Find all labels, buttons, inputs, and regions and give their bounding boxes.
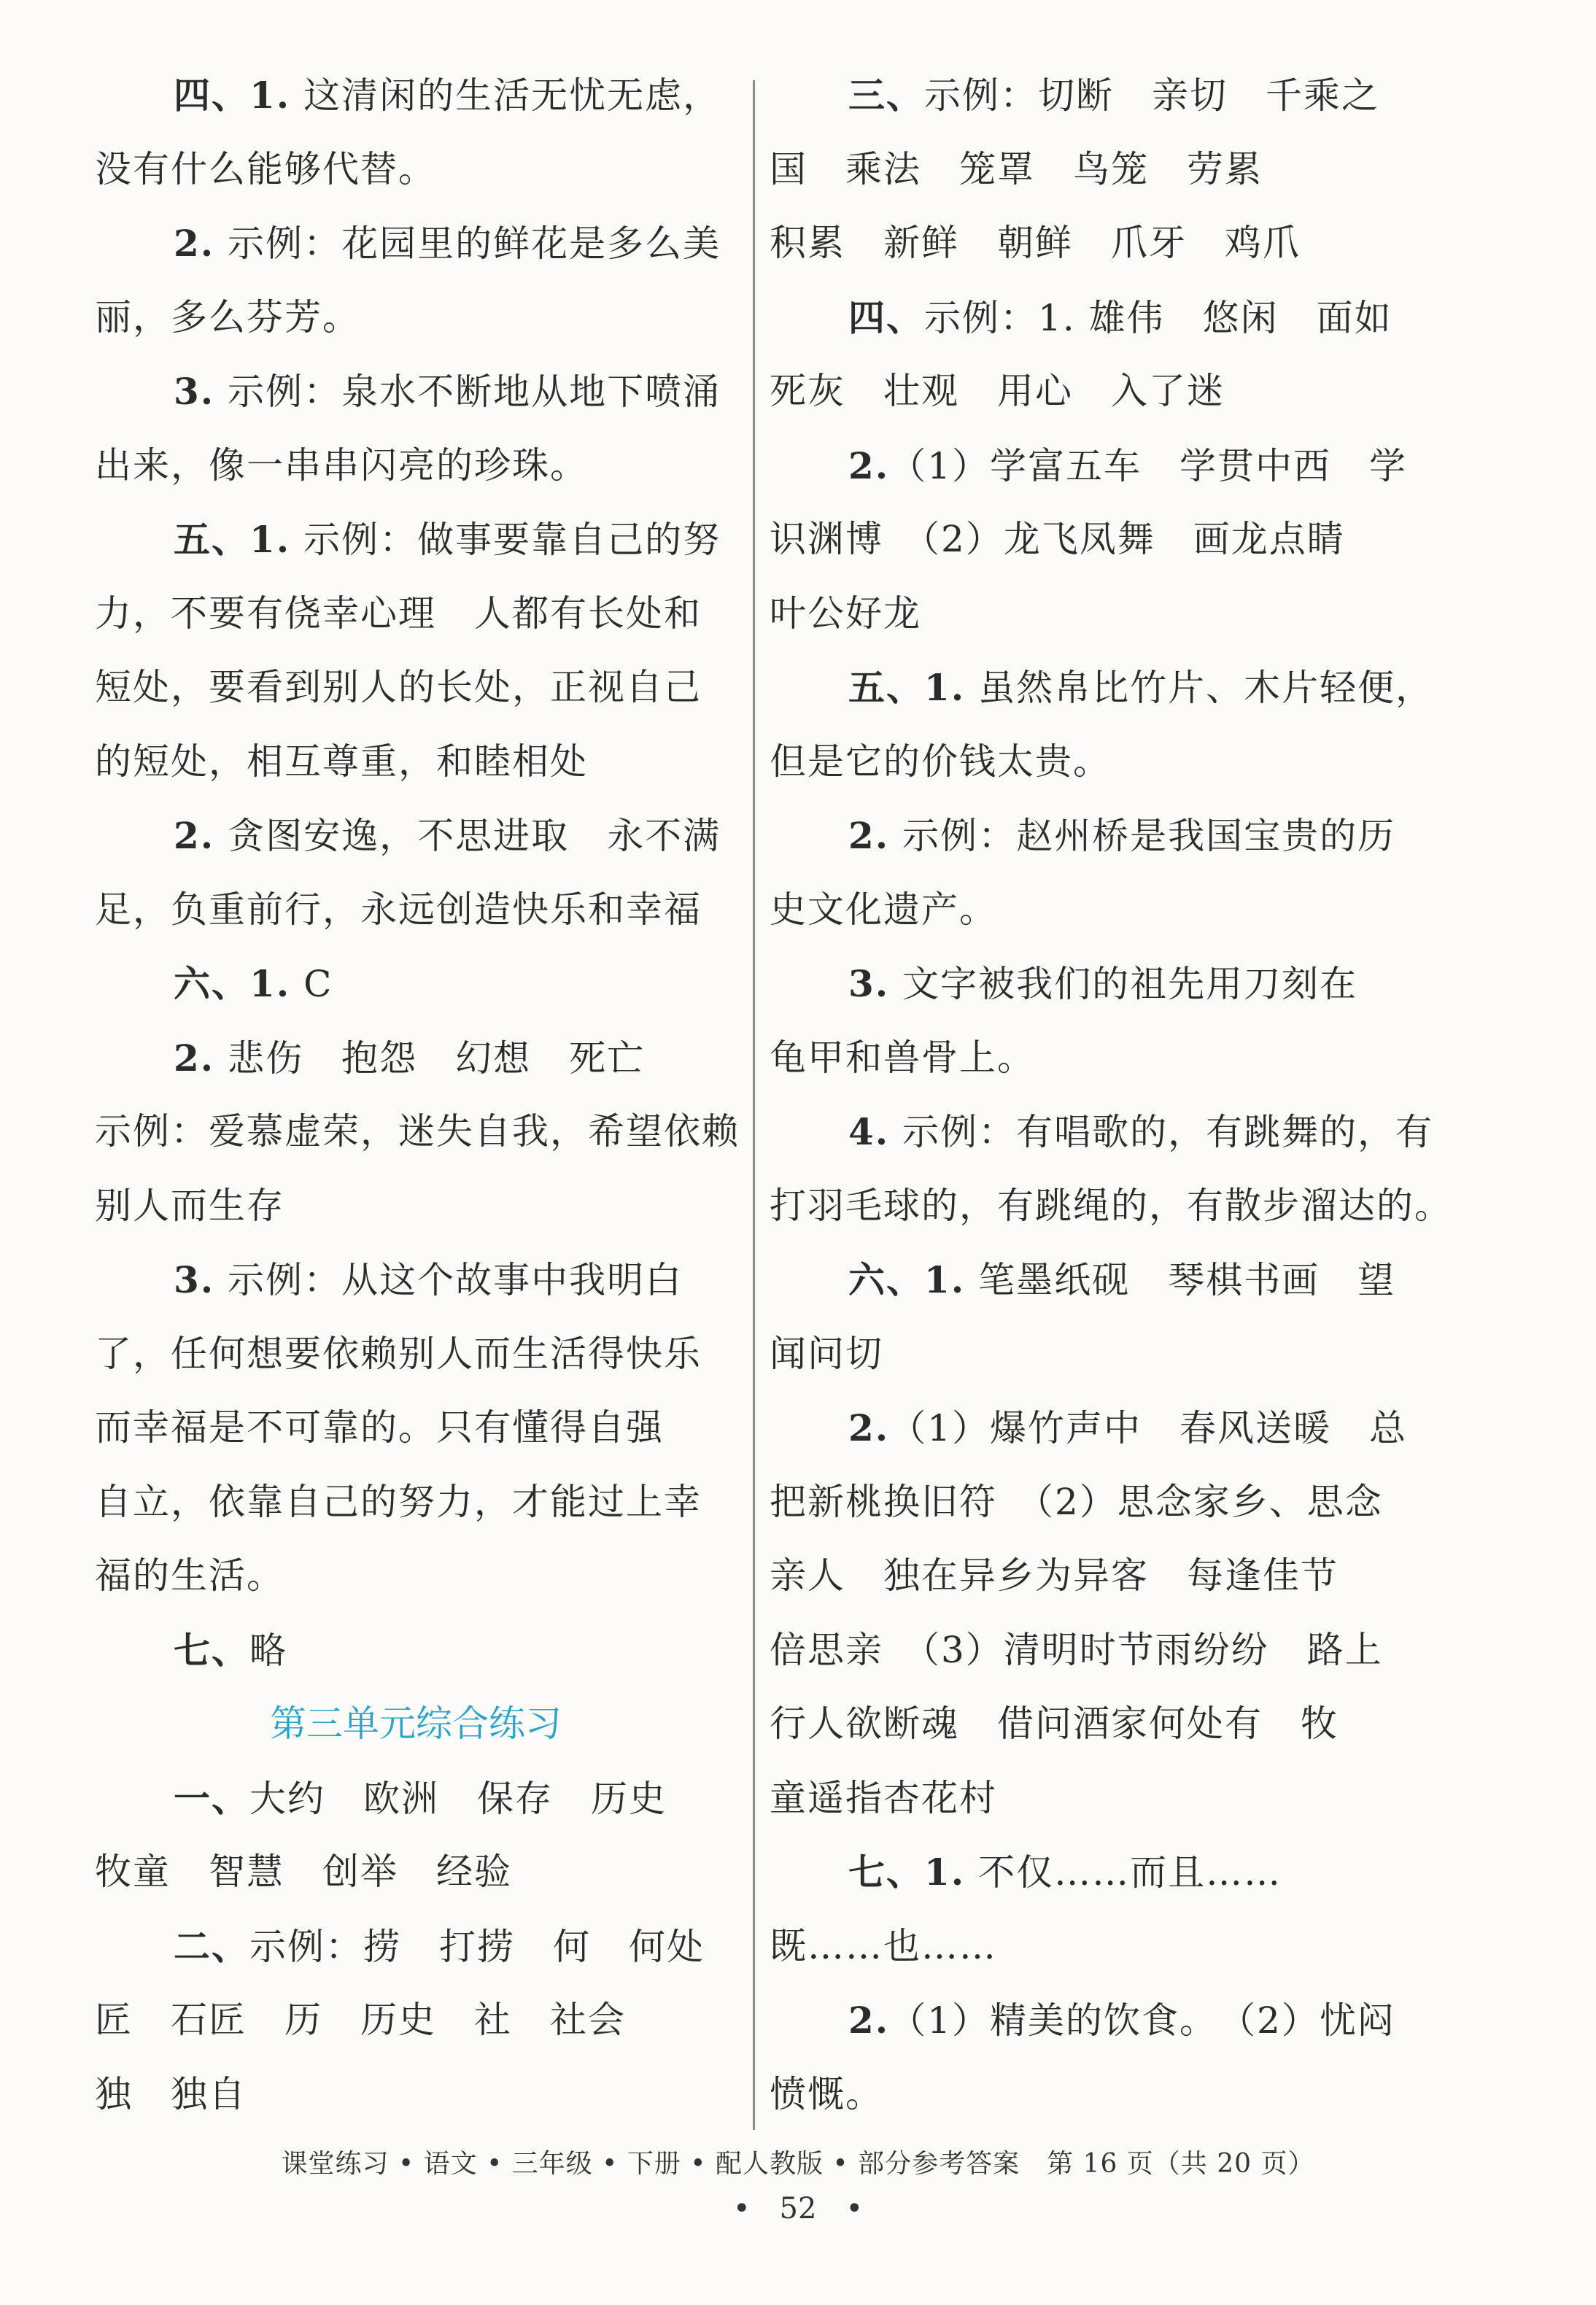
line-text: 示例：捞 打捞 何 何处 (249, 1925, 705, 1968)
answer-line (95, 577, 737, 651)
answer-line (95, 947, 737, 1021)
item-number: 2. (848, 1406, 890, 1449)
line-text: 足，负重前行，永远创造快乐和幸福 (95, 888, 702, 931)
answer-line (95, 1539, 737, 1614)
line-text: 第三单元综合练习 (270, 1702, 562, 1745)
line-text: 示例：做事要靠自己的努 (290, 519, 721, 561)
answer-line (770, 2058, 1426, 2132)
line-text: 积累 新鲜 朝鲜 爪牙 鸡爪 (770, 222, 1301, 264)
line-text: 愤慨。 (770, 2072, 883, 2115)
page-footer: 课堂练习 • 语文 • 三年级 • 下册 • 配人教版 • 部分参考答案 第 16 页（共 20 页） (281, 2149, 1315, 2179)
answer-line (95, 1317, 737, 1392)
line-text: 这清闲的生活无忧无虑， (290, 74, 721, 117)
line-text: 识渊博 （2）龙飞凤舞 画龙点睛 (770, 518, 1345, 560)
line-text: 示例：切断 亲切 千乘之 (924, 74, 1379, 117)
answer-line (95, 1983, 737, 2058)
line-text: 牧童 智慧 创举 经验 (95, 1851, 512, 1893)
answer-line (95, 58, 737, 133)
item-number: 3. (174, 1258, 215, 1301)
line-text: 虽然帛比竹片、木片轻便， (965, 667, 1434, 709)
line-text: 亲人 独在异乡为异客 每逢佳节 (770, 1554, 1339, 1597)
section-number: 四、 (174, 74, 249, 117)
answer-line (770, 1687, 1426, 1762)
item-number: 2. (174, 1036, 215, 1080)
line-text: 独 独自 (95, 2072, 247, 2115)
item-number: 3. (174, 370, 215, 413)
line-text: 文字被我们的祖先用刀刻在 (889, 963, 1358, 1005)
answer-line (770, 1095, 1434, 1169)
line-text: 福的生活。 (95, 1554, 284, 1597)
line-text: 出来，像一串串闪亮的珍珠。 (95, 443, 588, 487)
line-text: 自立，依靠自己的努力，才能过上幸 (95, 1480, 702, 1523)
line-text: 倍思亲 （3）清明时节雨纷纷 路上 (770, 1628, 1383, 1671)
section-number: 四、 (848, 295, 924, 339)
line-text: 没有什么能够代替。 (95, 147, 436, 190)
section-number: 五、 (848, 666, 924, 709)
line-text: 不仅……而且…… (965, 1851, 1282, 1894)
line-text: 贪图安逸，不思进取 永不满 (214, 815, 721, 857)
answer-line (95, 281, 737, 355)
answer-line (95, 651, 737, 725)
answer-line (770, 1983, 1426, 2058)
line-text: 示例：有唱歌的，有跳舞的，有 (889, 1111, 1434, 1153)
line-text: 打羽毛球的，有跳绳的，有散步溜达的。 (770, 1184, 1452, 1227)
line-text: 别人而生存 (95, 1184, 284, 1227)
section-number: 一、 (174, 1776, 249, 1820)
item-number: 1. (249, 518, 291, 561)
line-text: 死灰 壮观 用心 入了迷 (770, 370, 1225, 412)
answer-line (770, 1835, 1426, 1910)
line-text: 示例：从这个故事中我明白 (214, 1259, 683, 1301)
line-text: 的短处，相互尊重，和睦相处 (95, 740, 588, 783)
section-number: 七、 (174, 1628, 249, 1672)
answer-line (95, 1391, 737, 1465)
line-text: 而幸福是不可靠的。只有懂得自强 (95, 1406, 664, 1449)
line-text: 示例：1. 雄伟 悠闲 面如 (924, 296, 1392, 339)
item-number: 2. (848, 1999, 890, 2042)
line-text: 丽，多么芬芳。 (95, 295, 360, 338)
answer-line (95, 1614, 737, 1688)
answer-line (770, 1391, 1426, 1465)
item-number: 4. (848, 1110, 890, 1153)
answer-line (95, 725, 737, 799)
answer-line (95, 1021, 737, 1096)
answer-line (770, 206, 1426, 281)
section-number: 六、 (174, 962, 249, 1005)
answer-line (770, 1539, 1426, 1614)
answer-line (770, 429, 1426, 503)
line-text: 示例：爱慕虚荣，迷失自我，希望依赖 (95, 1110, 740, 1152)
line-text: 国 乘法 笼罩 鸟笼 劳累 (770, 147, 1263, 190)
item-number: 1. (924, 1258, 966, 1301)
item-number: 2. (174, 814, 215, 857)
line-text: （1）学富五车 学贯中西 学 (889, 444, 1408, 487)
answer-line (770, 1021, 1426, 1096)
answer-line (95, 429, 737, 503)
line-text: C (290, 963, 333, 1005)
answer-line (770, 58, 1426, 133)
answer-line (770, 1243, 1426, 1317)
answer-line (770, 873, 1426, 948)
answer-line (770, 947, 1426, 1021)
line-text: 示例：泉水不断地从地下喷涌 (214, 371, 721, 413)
line-text: 悲伤 抱怨 幻想 死亡 (214, 1037, 646, 1080)
page-number: • 52 • (732, 2192, 864, 2225)
answer-line (770, 725, 1426, 799)
line-text: （1）精美的饮食。 （2）忧闷 (889, 1999, 1395, 2042)
section-heading (95, 1687, 737, 1762)
section-number: 五、 (174, 518, 249, 561)
answer-line (770, 577, 1426, 651)
answer-line (95, 1243, 737, 1317)
answer-line (95, 206, 737, 281)
column-divider (753, 80, 755, 2130)
answer-line (95, 873, 737, 948)
answer-line (770, 1169, 1452, 1244)
answer-line (95, 1762, 737, 1836)
line-text: 行人欲断魂 借问酒家何处有 牧 (770, 1702, 1339, 1745)
answer-line (95, 1169, 737, 1244)
answer-line (770, 503, 1426, 577)
line-text: 短处，要看到别人的长处，正视自己 (95, 666, 702, 708)
line-text: （1）爆竹声中 春风送暖 总 (889, 1407, 1408, 1449)
line-text: 既……也…… (770, 1924, 997, 1967)
item-number: 1. (249, 962, 291, 1005)
answer-line (770, 1465, 1426, 1540)
left-column (95, 58, 740, 2131)
line-text: 童遥指杏花村 (770, 1776, 997, 1819)
answer-line (770, 281, 1426, 355)
section-number: 七、 (848, 1851, 924, 1894)
answer-line (95, 1095, 740, 1169)
answer-line (95, 2058, 737, 2132)
right-column (770, 58, 1452, 2131)
item-number: 1. (249, 74, 291, 117)
line-text: 笔墨纸砚 琴棋书画 望 (965, 1259, 1396, 1301)
answer-line (770, 1614, 1426, 1688)
answer-line (95, 1910, 737, 1984)
line-text: 但是它的价钱太贵。 (770, 740, 1111, 783)
line-text: 示例：花园里的鲜花是多么美 (214, 222, 721, 265)
line-text: 闻问切 (770, 1332, 883, 1375)
answer-line (95, 799, 737, 873)
item-number: 3. (848, 962, 890, 1005)
item-number: 2. (848, 443, 890, 487)
item-number: 1. (924, 666, 966, 709)
answer-line (770, 355, 1426, 429)
line-text: 把新桃换旧符 （2）思念家乡、思念 (770, 1480, 1383, 1523)
line-text: 大约 欧洲 保存 历史 (249, 1777, 667, 1820)
answer-line (770, 799, 1426, 873)
answer-line (770, 1910, 1426, 1984)
answer-line (95, 355, 737, 429)
section-number: 二、 (174, 1924, 249, 1968)
section-number: 六、 (848, 1258, 924, 1301)
answer-line (770, 133, 1426, 207)
item-number: 2. (174, 222, 215, 265)
section-number: 三、 (848, 74, 924, 117)
line-text: 龟甲和兽骨上。 (770, 1036, 1035, 1079)
line-text: 了，任何想要依赖别人而生活得快乐 (95, 1332, 702, 1375)
answer-line (770, 651, 1434, 725)
answer-line (770, 1317, 1426, 1392)
line-text: 示例：赵州桥是我国宝贵的历 (889, 815, 1396, 857)
line-text: 叶公好龙 (770, 592, 921, 635)
answer-line (95, 133, 737, 207)
item-number: 2. (848, 814, 890, 857)
line-text: 史文化遗产。 (770, 888, 997, 931)
answer-line (95, 1465, 737, 1540)
line-text: 略 (249, 1629, 287, 1672)
line-text: 匠 石匠 历 历史 社 社会 (95, 1999, 626, 2041)
answer-line (770, 1762, 1426, 1836)
line-text: 力，不要有侥幸心理 人都有长处和 (95, 592, 702, 635)
answer-line (95, 1835, 737, 1910)
answer-line (95, 503, 737, 577)
item-number: 1. (924, 1851, 966, 1894)
